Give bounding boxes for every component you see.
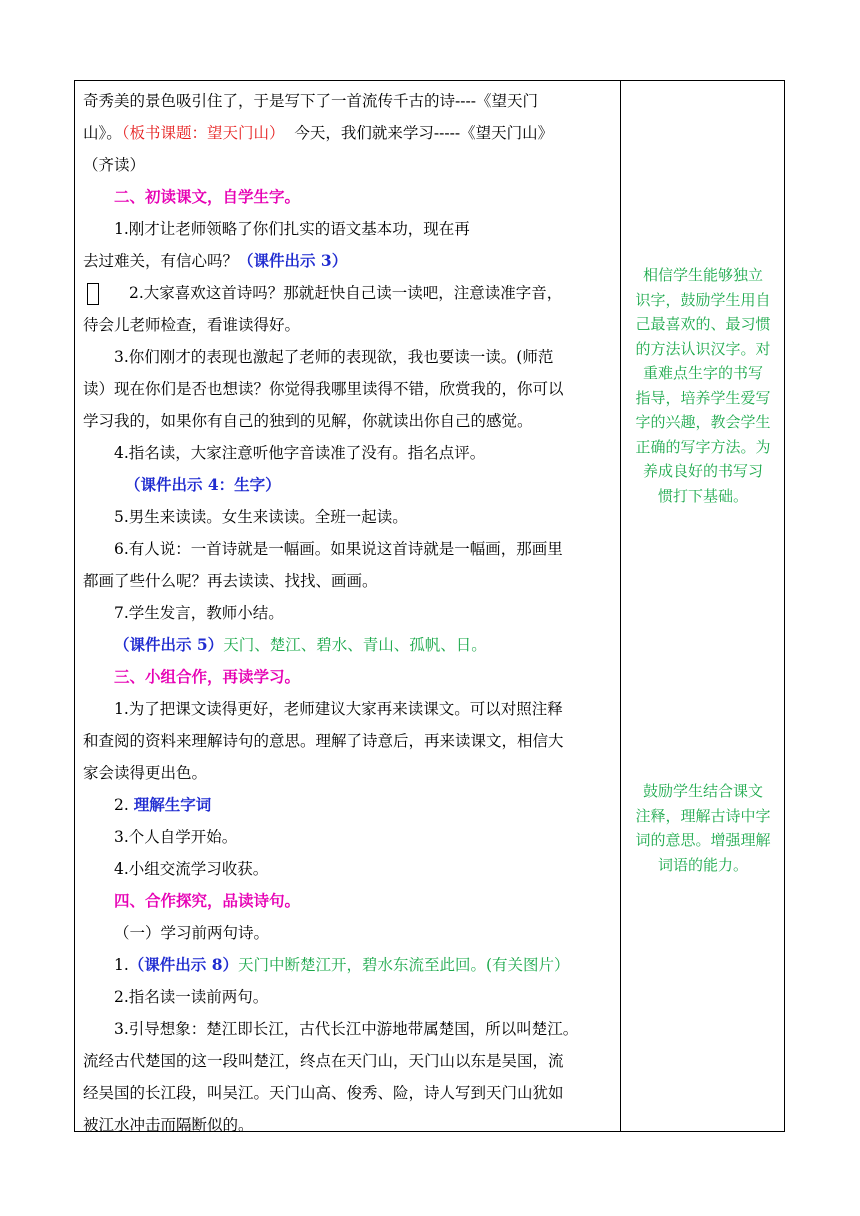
column-divider: [620, 81, 621, 1131]
text-line: 3.个人自学开始。: [114, 828, 238, 846]
section-heading-3: 三、小组合作，再读学习。: [114, 667, 301, 686]
text-line: 家会读得更出色。: [83, 764, 208, 782]
design-intent-note-2: 鼓励学生结合课文 注释，理解古诗中字 词的意思。增强理解 词语的能力。: [635, 782, 771, 874]
design-intent-note-1: 相信学生能够独立 识字，鼓励学生用自 己最喜欢的、最习惯 的方法认识汉字。对 重难点生字的书写 指导，培养学生爱写 字的兴趣，教会学生 正确的写字方法。为 养成良好的书写习 惯打下基础。: [635, 266, 771, 505]
board-title-note: （板书课题：望天门山）: [121, 124, 285, 142]
text-line: 奇秀美的景色吸引住了，于是写下了一首流传千古的诗----《望天门: [83, 92, 538, 110]
text-line: 待会儿老师检查，看谁读得好。: [83, 316, 301, 334]
text-line: 1.为了把课文读得更好，老师建议大家再来读课文。可以对照注释: [114, 700, 563, 718]
courseware-note: （课件出示 3）: [238, 251, 348, 270]
text-line: 2.大家喜欢这首诗吗？那就赶快自己读一读吧，注意读准字音，: [83, 277, 615, 309]
text-line: 3.你们刚才的表现也激起了老师的表现欲，我也要读一读。(师范: [114, 348, 554, 366]
courseware-note: （课件出示 8）: [128, 955, 238, 974]
lesson-plan-table: [74, 80, 785, 1132]
text-line: 流经古代楚国的这一段叫楚江，终点在天门山，天门山以东是吴国，流: [83, 1052, 564, 1070]
text-line: 4.小组交流学习收获。: [114, 860, 269, 878]
text-line: 2.指名读一读前两句。: [114, 988, 269, 1006]
text-line: 读）现在你们是否也想读？你觉得我哪里读得不错，欣赏我的，你可以: [83, 380, 564, 398]
text-line: 7.学生发言，教师小结。: [114, 604, 284, 622]
poem-lines: 天门中断楚江开，碧水东流至此回。(有关图片）: [237, 956, 570, 974]
text-line: 6.有人说：一首诗就是一幅画。如果说这首诗就是一幅画，那画里: [114, 540, 563, 558]
text-line: 学习我的，如果你有自己的独到的见解，你就读出你自己的感觉。: [83, 412, 533, 430]
text-line: 3.引导想象：楚江即长江，古代长江中游地带属楚国，所以叫楚江。: [114, 1020, 579, 1038]
vocab-note: 理解生字词: [133, 795, 212, 814]
text-line: 5.男生来读读。女生来读读。全班一起读。: [114, 508, 408, 526]
text-line: 去过难关，有信心吗？（课件出示 3）: [83, 251, 348, 270]
text-line: 4.指名读，大家注意听他字音读准了没有。指名点评。: [114, 444, 486, 462]
text-line: 都画了些什么呢？再去读读、找找、画画。: [83, 572, 378, 590]
text-line: （齐读）: [83, 156, 146, 174]
text-line: 1.（课件出示 8）天门中断楚江开，碧水东流至此回。(有关图片）: [114, 955, 570, 974]
keywords: 天门、楚江、碧水、青山、孤帆、日。: [223, 636, 487, 654]
text-line: （一）学习前两句诗。: [114, 924, 270, 942]
courseware-note: （课件出示 4：生字）: [125, 475, 281, 494]
text-line: [83, 629, 615, 661]
text-line: 1.刚才让老师领略了你们扎实的语文基本功，现在再: [114, 220, 470, 238]
teaching-process-column: [83, 85, 615, 1141]
text-line: 被江水冲击而隔断似的。: [83, 1116, 254, 1134]
text-line: 2. 理解生字词: [114, 795, 212, 814]
checkbox-glyph: [87, 283, 99, 305]
text-line: 经吴国的长江段，叫吴江。天门山高、俊秀、险，诗人写到天门山犹如: [83, 1084, 564, 1102]
text-line: 和查阅的资料来理解诗句的意思。理解了诗意后，再来读课文，相信大: [83, 732, 564, 750]
section-heading-2: 二、初读课文，自学生字。: [114, 187, 301, 206]
section-heading-4: 四、合作探究，品读诗句。: [114, 891, 301, 910]
courseware-note: （课件出示 5）: [114, 635, 224, 654]
text-line: 山》。（板书课题：望天门山） 今天，我们就来学习-----《望天门山》: [83, 124, 554, 142]
